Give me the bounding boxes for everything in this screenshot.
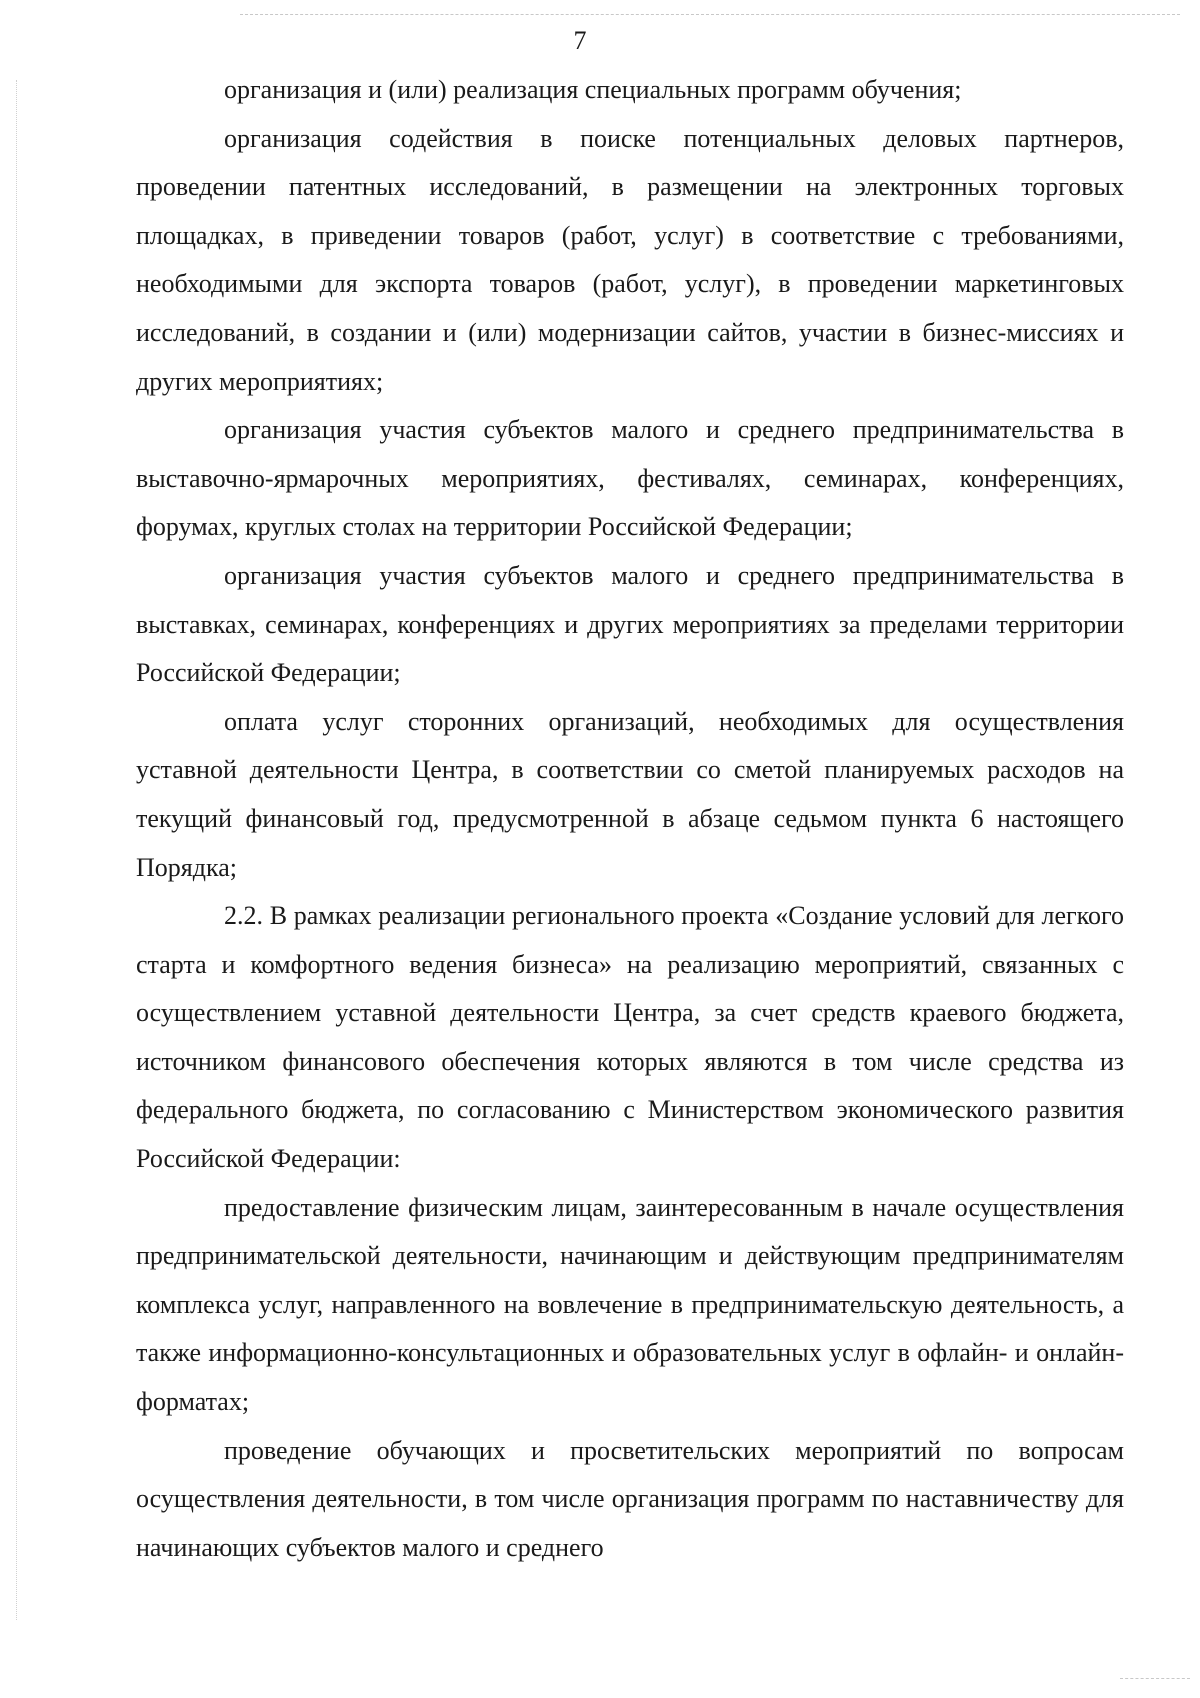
- paragraph-third-party-services: оплата услуг сторонних организаций, необходимых для осуществления уставной деятельности Центра, в соответствии со сметой планируемых расходов на текущий финансовый год, предусмотренной в абзаце седьмом пункта 6 настоящего Порядка;: [136, 706, 1124, 882]
- paragraph-services-for-entrepreneurs: предоставление физическим лицам, заинтересованным в начале осуществления предпринимательской деятельности, начинающим и действующим предпринимателям комплекса услуг, направленного на вовлечение в предпринимательскую деятельность, а также информационно-консультационных и образовательных услуг в офлайн- и онлайн-форматах;: [136, 1192, 1124, 1417]
- paragraph-special-training-programs: организация и (или) реализация специальных программ обучения;: [224, 75, 962, 104]
- document-body: [136, 66, 1124, 1572]
- paragraph-foreign-exhibitions: организация участия субъектов малого и среднего предпринимательства в выставках, семинарах, конференциях и других мероприятиях за пределами территории Российской Федерации;: [136, 560, 1124, 688]
- scan-artifact-bottom-line: [1120, 1678, 1190, 1680]
- paragraph-section-2-2: 2.2. В рамках реализации регионального проекта «Создание условий для легкого старта и комфортного ведения бизнеса» на реализацию мероприятий, связанных с осуществлением уставной деятельности Центра, за счет средств краевого бюджета, источником финансового обеспечения которых являются в том числе средства из федерального бюджета, по согласованию с Министерством экономического развития Российской Федерации:: [136, 901, 1124, 1174]
- page-number: 7: [573, 26, 587, 55]
- paragraph-training-events: проведение обучающих и просветительских мероприятий по вопросам осуществления деятельности, в том числе организация программ по наставничеству для начинающих субъектов малого и среднего: [136, 1435, 1124, 1562]
- paragraph-domestic-exhibitions: организация участия субъектов малого и среднего предпринимательства в выставочно-ярмарочных мероприятиях, фестивалях, семинарах, конференциях, форумах, круглых столах на территории Российской Федерации;: [136, 415, 1124, 542]
- scan-artifact-top-line: [240, 14, 1180, 16]
- scan-artifact-left-dots: [16, 80, 18, 1620]
- paragraph-partner-search-assistance: организация содействия в поиске потенциальных деловых партнеров, проведении патентных исследований, в размещении на электронных торговых площадках, в приведении товаров (работ, услуг) в соответствие с требованиями, необходимыми для экспорта товаров (работ, услуг), в проведении маркетинговых исследований, в создании и (или) модернизации сайтов, участии в бизнес-миссиях и других мероприятиях;: [136, 123, 1124, 396]
